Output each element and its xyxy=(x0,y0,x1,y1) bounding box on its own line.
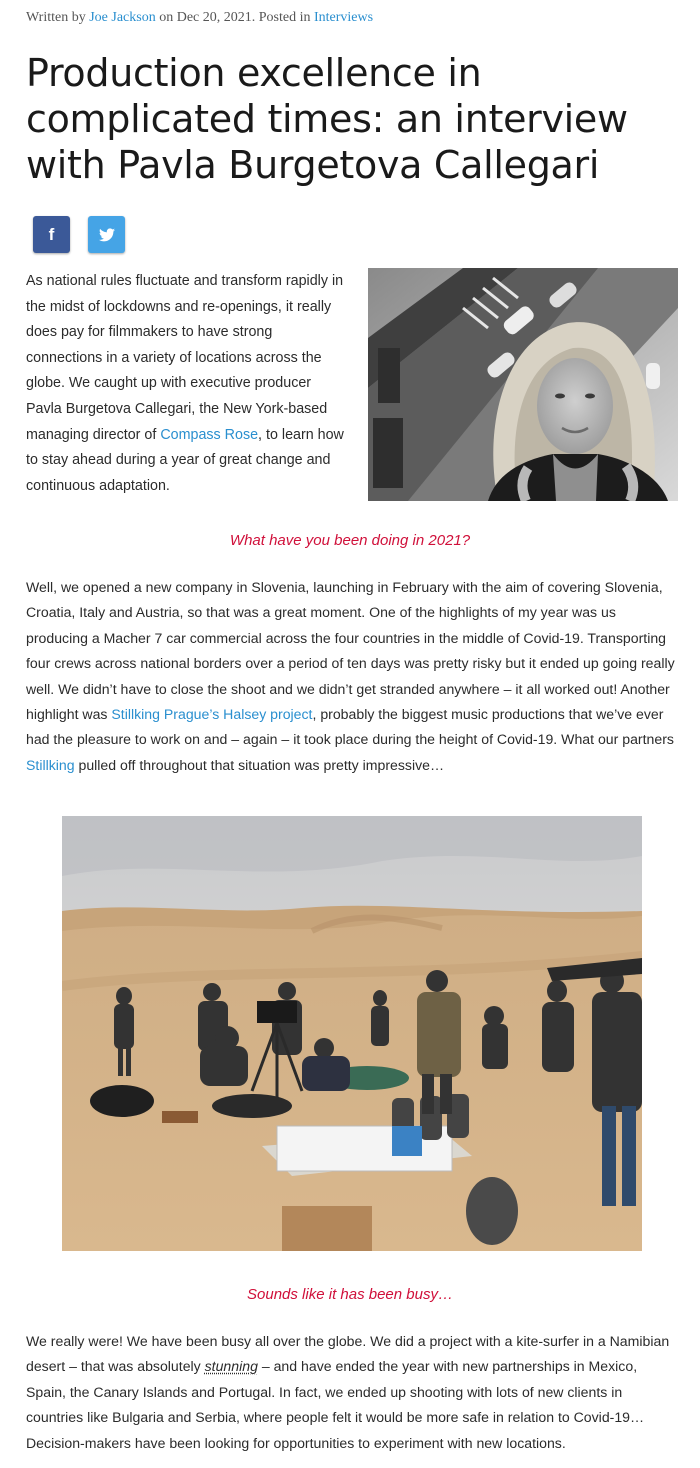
stillking-link[interactable]: Stillking xyxy=(26,756,75,773)
answer-text: Well, we opened a new company in Slovenia, launching in February with the aim of covering Slovenia, Croatia, Italy and Austria, so that was a great moment. One of the highlights of my year was us producing a Macher 7 car commercial across the four countries in the middle of Covid-19. Transporting four crews across national borders over a period of ten days was pretty risky but it ended up going really well. We didn’t have to close the shoot and we didn’t get stranded anywhere – it all worked out! Another highlight was xyxy=(26,579,675,723)
post-meta xyxy=(26,10,373,26)
answer-text-continued: , probably the biggest music productions that we’ve ever had the pleasure to work on and – again – it took place during the height of Covid-19. What our partners xyxy=(26,706,674,748)
question-heading: What have you been doing in 2021? xyxy=(229,532,471,549)
twitter-share-button[interactable] xyxy=(88,216,125,253)
intro-text: As national rules fluctuate and transform rapidly in the midst of lockdowns and re-openings, it really does pay for filmmakers to have strong connections in a variety of locations across the globe. We caught up with executive producer Pavla Burgetova Callegari, the New York-based managing director of xyxy=(26,273,344,443)
post-date: Dec 20, 2021. xyxy=(176,10,256,25)
facebook-icon: f xyxy=(48,225,55,244)
answer-text-end: – and have ended the year with new partnerships in Mexico, Spain, the Canary Islands and Portugal. In fact, we ended up shooting with lots of new clients in countries like Bulgaria and Serbia, where people felt it would be more safe in relation to Covid-19… Decision-makers have been looking for opportunities to experiment with new locations. xyxy=(26,1358,645,1451)
portrait-photo xyxy=(368,268,678,501)
article-title: Production excellence in complicated times: an interview with Pavla Burgetova Callegari xyxy=(26,51,628,187)
author-link[interactable]: Joe Jackson xyxy=(89,10,156,25)
facebook-share-button[interactable] xyxy=(33,216,70,253)
answer-text-end: pulled off throughout that situation was pretty impressive… xyxy=(74,756,445,773)
answer-paragraph xyxy=(26,575,676,778)
emphasis-text: stunning xyxy=(204,1358,258,1375)
intro-text-end: , to learn how to stay ahead during a year of great change and continuous adaptation. xyxy=(26,426,344,494)
on-label: on xyxy=(159,10,174,25)
answer-text: We really were! We have been busy all over the globe. We did a project with a kite-surfer in a Namibian desert – that was absolutely xyxy=(26,1333,670,1375)
answer-paragraph-2 xyxy=(26,1329,676,1456)
written-by-label: Written by xyxy=(26,10,86,25)
compass-rose-link[interactable]: Compass Rose xyxy=(160,426,259,443)
question-heading-2: Sounds like it has been busy… xyxy=(247,1286,453,1303)
halsey-project-link[interactable]: Stillking Prague’s Halsey project xyxy=(111,706,313,723)
twitter-icon xyxy=(99,228,115,242)
desert-shoot-photo xyxy=(62,816,642,1251)
intro-paragraph xyxy=(26,269,348,499)
category-link[interactable]: Interviews xyxy=(313,10,374,25)
posted-in-label: Posted in xyxy=(258,10,311,25)
